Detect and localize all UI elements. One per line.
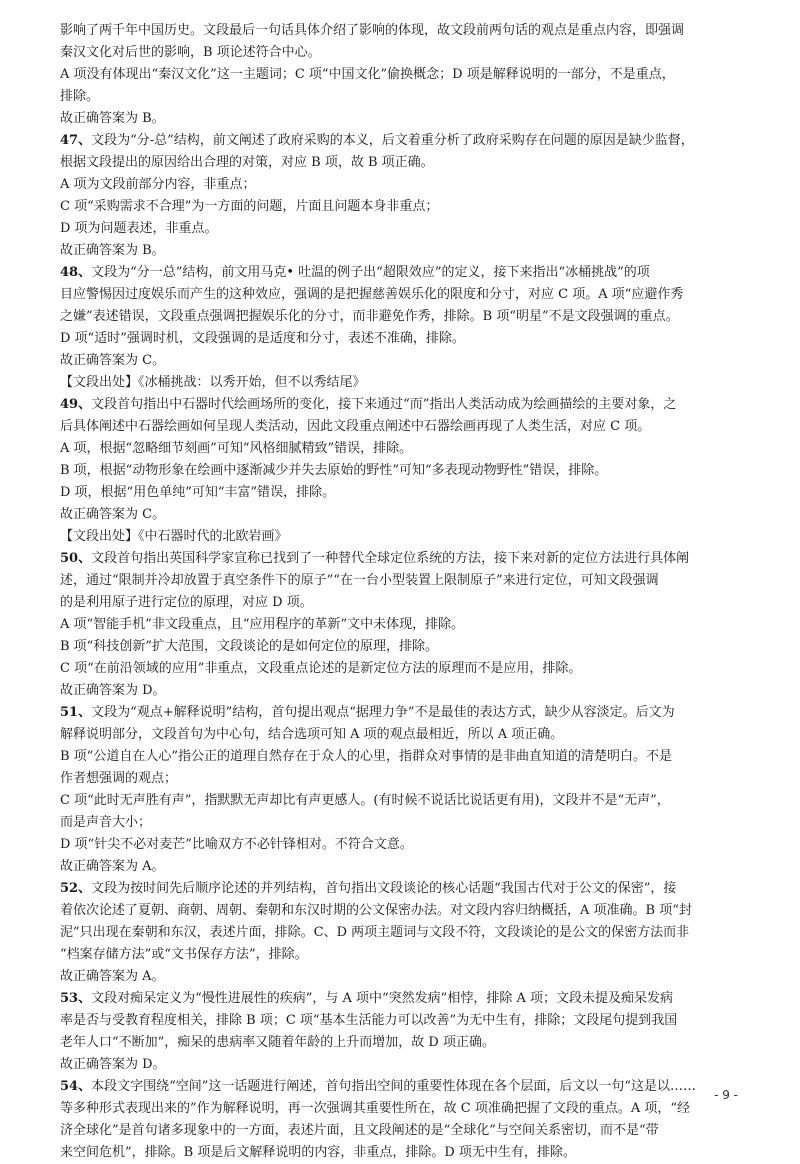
text-line bbox=[60, 614, 740, 636]
line-text: 故正确答案为 A。 bbox=[60, 859, 165, 874]
text-line bbox=[60, 482, 740, 504]
text-line bbox=[60, 174, 740, 196]
line-text: 排除。 bbox=[60, 89, 100, 104]
text-line bbox=[60, 988, 740, 1010]
text-line bbox=[60, 680, 740, 702]
line-text: C 项“采购需求不合理”为一方面的问题，片面且问题本身非重点； bbox=[60, 199, 439, 214]
line-text: D 项“针尖不必对麦芒”比喻双方不必针锋相对。不符合文意。 bbox=[60, 837, 413, 852]
line-text: 根据文段提出的原因给出合理的对策，对应 B 项，故 B 项正确。 bbox=[60, 155, 434, 170]
line-text: 【文段出处】《冰桶挑战：以秀开始，但不以秀结尾》 bbox=[60, 375, 366, 390]
text-line bbox=[60, 592, 740, 614]
text-line bbox=[60, 328, 740, 350]
question-number: 52、 bbox=[60, 881, 92, 896]
line-text: 的是利用原子进行定位的原理，对应 D 项。 bbox=[60, 595, 313, 610]
text-line bbox=[60, 812, 740, 834]
line-text: 秦汉文化对后世的影响，B 项论述符合中心。 bbox=[60, 45, 321, 60]
line-text: 本段文字围绕“空间”这一话题进行阐述，首句指出空间的重要性体现在各个层面，后文以一句“这是以…… bbox=[91, 1079, 697, 1094]
text-line bbox=[60, 196, 740, 218]
line-text: 述，通过“限制并冷却放置于真空条件下的原子”“在一台小型装置上限制原子”来进行定位，可知文段强调 bbox=[60, 573, 659, 588]
line-text: 故正确答案为 A。 bbox=[60, 969, 165, 984]
text-line bbox=[60, 570, 740, 592]
line-text: A 项没有体现出“秦汉文化”这一主题词；C 项“中国文化”偷换概念；D 项是解释说明的一部分，不是重点， bbox=[60, 67, 675, 82]
line-text: 故正确答案为 D。 bbox=[60, 683, 166, 698]
text-line bbox=[60, 86, 740, 108]
text-line bbox=[60, 130, 740, 152]
line-text: 故正确答案为 C。 bbox=[60, 353, 166, 368]
question-number: 49、 bbox=[60, 397, 92, 412]
text-line bbox=[60, 240, 740, 262]
line-text: 泥”只出现在秦朝和东汉，表述片面，排除。C、D 两项主题词与文段不符，文段谈论的是公文的保密方法而非 bbox=[60, 925, 690, 940]
text-line bbox=[60, 64, 740, 86]
text-line bbox=[60, 262, 740, 284]
line-text: 文段为“分-总”结构，前文阐述了政府采购的本义，后文着重分析了政府采购存在问题的原因是缺少监督， bbox=[91, 133, 694, 148]
line-text: 作者想强调的观点； bbox=[60, 771, 178, 786]
question-number: 54、 bbox=[60, 1079, 92, 1094]
line-text: 等多种形式表现出来的”作为解释说明，再一次强调其重要性所在，故 C 项准确把握了文段的重点。A 项，“经 bbox=[60, 1101, 691, 1116]
text-line bbox=[60, 372, 740, 394]
line-text: 后具体阐述中石器绘画如何呈现人类活动，因此文段重点阐述中石器绘画再现了人类生活，对应 C 项。 bbox=[60, 419, 651, 434]
text-line bbox=[60, 966, 740, 988]
text-line bbox=[60, 548, 740, 570]
line-text: C 项“此时无声胜有声”，指默默无声却比有声更感人。(有时候不说话比说话更有用)，文段并不是“无声”， bbox=[60, 793, 670, 808]
line-text: 故正确答案为 C。 bbox=[60, 507, 166, 522]
text-line bbox=[60, 1076, 740, 1098]
line-text: 之嫌”表述错误，文段重点强调把握娱乐化的分寸，而非避免作秀，排除。B 项“明星”不是文段强调的重点。 bbox=[60, 309, 679, 324]
text-line bbox=[60, 42, 740, 64]
text-line bbox=[60, 900, 740, 922]
text-line bbox=[60, 1098, 740, 1120]
text-line bbox=[60, 1120, 740, 1142]
text-line bbox=[60, 1054, 740, 1076]
line-text: 老年人口“不断加”，痴呆的患病率又随着年龄的上升而增加，故 D 项正确。 bbox=[60, 1035, 495, 1050]
text-line bbox=[60, 1032, 740, 1054]
line-text: 着依次论述了夏朝、商朝、周朝、秦朝和东汉时期的公文保密办法。对文段内容归纳概括，A 项准确。B 项“封 bbox=[60, 903, 692, 918]
line-text: 而是声音大小； bbox=[60, 815, 152, 830]
text-line bbox=[60, 790, 740, 812]
line-text: 率是否与受教育程度相关，排除 B 项；C 项“基本生活能力可以改善”为无中生有，排除；文段尾句提到我国 bbox=[60, 1013, 678, 1028]
line-text: A 项为文段前部分内容，非重点； bbox=[60, 177, 256, 192]
text-line bbox=[60, 1010, 740, 1032]
line-text: A 项“智能手机”非文段重点，且“应用程序的革新”文中未体现，排除。 bbox=[60, 617, 465, 632]
text-line bbox=[60, 152, 740, 174]
question-number: 53、 bbox=[60, 991, 92, 1006]
text-line bbox=[60, 284, 740, 306]
line-text: 来空间危机”，排除。B 项是后文解释说明的内容，非重点，排除。D 项无中生有，排除。 bbox=[60, 1145, 576, 1160]
text-line bbox=[60, 834, 740, 856]
line-text: 故正确答案为 B。 bbox=[60, 243, 165, 258]
document-body bbox=[60, 20, 740, 1164]
text-line bbox=[60, 658, 740, 680]
text-line bbox=[60, 724, 740, 746]
text-line bbox=[60, 108, 740, 130]
line-text: 文段为“观点+解释说明”结构，首句提出观点“据理力争”不是最佳的表达方式，缺少从容淡定。后文为 bbox=[91, 705, 675, 720]
text-line bbox=[60, 702, 740, 724]
line-text: D 项为问题表述，非重点。 bbox=[60, 221, 218, 236]
text-line bbox=[60, 504, 740, 526]
line-text: “档案存储方法”或“文书保存方法”，排除。 bbox=[60, 947, 308, 962]
line-text: A 项，根据“忽略细节刻画”可知“风格细腻精致”错误，排除。 bbox=[60, 441, 413, 456]
line-text: 故正确答案为 D。 bbox=[60, 1057, 166, 1072]
line-text: B 项“公道自在人心”指公正的道理自然存在于众人的心里，指群众对事情的是非曲直知道的清楚明白。不是 bbox=[60, 749, 672, 764]
text-line bbox=[60, 20, 740, 42]
line-text: 解释说明部分，文段首句为中心句，结合选项可知 A 项的观点最相近，所以 A 项正确。 bbox=[60, 727, 564, 742]
line-text: C 项“在前沿领域的应用”非重点，文段重点论述的是新定位方法的原理而不是应用，排除。 bbox=[60, 661, 582, 676]
text-line bbox=[60, 746, 740, 768]
text-line bbox=[60, 526, 740, 548]
line-text: 【文段出处】《中石器时代的北欧岩画》 bbox=[60, 529, 288, 544]
text-line bbox=[60, 306, 740, 328]
text-line bbox=[60, 218, 740, 240]
text-line bbox=[60, 856, 740, 878]
text-line bbox=[60, 636, 740, 658]
line-text: 文段为“分一总”结构，前文用马克• 吐温的例子出“超限效应”的定义，接下来指出“冰桶挑战”的项 bbox=[91, 265, 650, 280]
page-number: - 9 - bbox=[714, 1088, 738, 1102]
text-line bbox=[60, 416, 740, 438]
line-text: D 项“适时”强调时机，文段强调的是适度和分寸，表述不准确，排除。 bbox=[60, 331, 465, 346]
text-line bbox=[60, 922, 740, 944]
line-text: 文段首句指出英国科学家宣称已找到了一种替代全球定位系统的方法，接下来对新的定位方法进行具体阐 bbox=[91, 551, 690, 566]
text-line bbox=[60, 878, 740, 900]
text-line bbox=[60, 394, 740, 416]
question-number: 48、 bbox=[60, 265, 92, 280]
text-line bbox=[60, 944, 740, 966]
text-line bbox=[60, 350, 740, 372]
question-number: 50、 bbox=[60, 551, 92, 566]
line-text: 济全球化”是首句诸多现象中的一方面，表述片面，且文段阐述的是“全球化”与空间关系密切，而不是“带 bbox=[60, 1123, 659, 1138]
line-text: B 项“科技创新”扩大范围，文段谈论的是如何定位的原理，排除。 bbox=[60, 639, 438, 654]
line-text: 文段对痴呆定义为“慢性进展性的疾病”，与 A 项中“突然发病”相悖，排除 A 项；文段未提及痴呆发病 bbox=[91, 991, 673, 1006]
question-number: 47、 bbox=[60, 133, 92, 148]
text-line bbox=[60, 460, 740, 482]
question-number: 51、 bbox=[60, 705, 92, 720]
text-line bbox=[60, 438, 740, 460]
line-text: B 项，根据“动物形象在绘画中逐渐减少并失去原始的野性”可知“多表现动物野性”错误，排除。 bbox=[60, 463, 608, 478]
line-text: 目应警惕因过度娱乐而产生的这种效应，强调的是把握慈善娱乐化的限度和分寸，对应 C 项。A 项“应避作秀 bbox=[60, 287, 684, 302]
line-text: 故正确答案为 B。 bbox=[60, 111, 165, 126]
text-line bbox=[60, 768, 740, 790]
line-text: 影响了两千年中国历史。文段最后一句话具体介绍了影响的体现，故文段前两句话的观点是重点内容，即强调 bbox=[60, 23, 685, 38]
line-text: D 项，根据“用色单纯”可知“丰富”错误，排除。 bbox=[60, 485, 336, 500]
line-text: 文段首句指出中石器时代绘画场所的变化，接下来通过“而”指出人类活动成为绘画描绘的主要对象，之 bbox=[91, 397, 677, 412]
text-line bbox=[60, 1142, 740, 1164]
line-text: 文段为按时间先后顺序论述的并列结构，首句指出文段谈论的核心话题“我国古代对于公文的保密”，接 bbox=[91, 881, 677, 896]
